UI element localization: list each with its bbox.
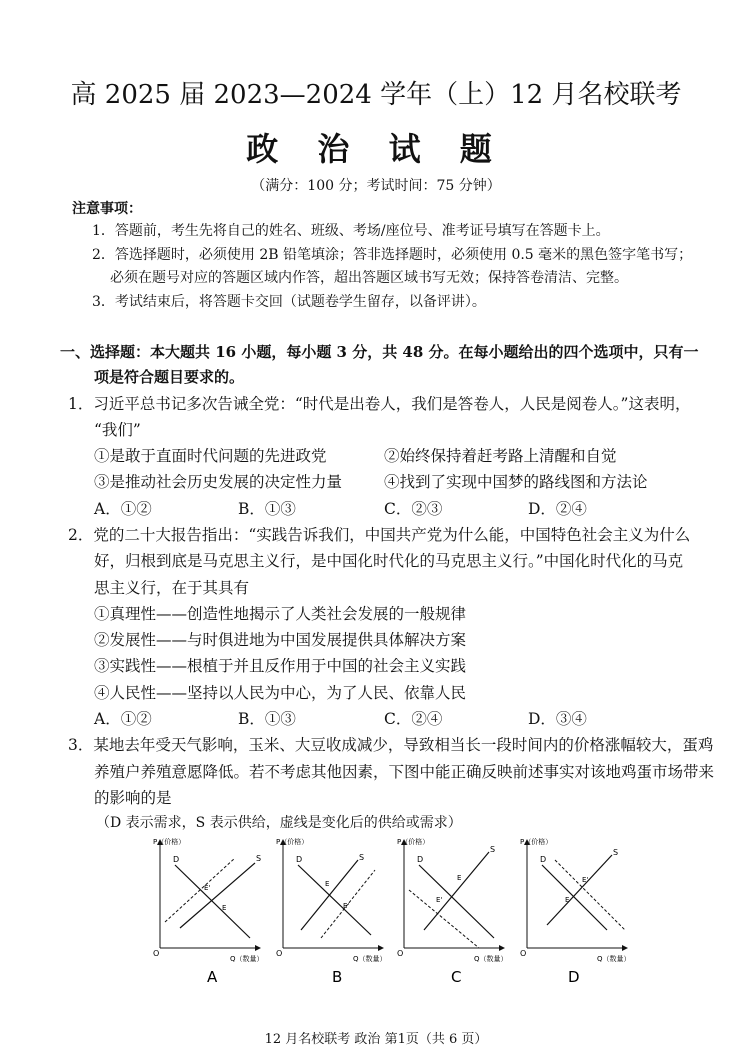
- question-2-item: ②发展性——与时俱进地为中国发展提供具体解决方案: [94, 631, 467, 649]
- graph-c-label: C: [451, 968, 462, 986]
- curve-s-label: S: [256, 854, 262, 863]
- axis-y-label: P（价格）: [153, 838, 186, 846]
- curve-d-label: D: [540, 855, 547, 864]
- point-e: E: [325, 880, 330, 888]
- question-1-choice-b: B．①③: [238, 500, 296, 518]
- question-1-choice-a: A．①②: [94, 500, 152, 518]
- origin-label: O: [520, 949, 527, 958]
- point-e-prime: E': [343, 902, 350, 910]
- axis-y-label: P（价格）: [520, 838, 553, 846]
- curve-s-label: S: [359, 853, 365, 862]
- question-3-stem-cont: 的影响的是: [94, 789, 172, 807]
- exam-header: 高 2025 届 2023—2024 学年（上）12 月名校联考: [70, 80, 682, 110]
- question-2-choice-c: C．②④: [384, 710, 443, 728]
- axis-x-label: Q（数量）: [353, 955, 387, 963]
- graph-a-label: A: [207, 968, 218, 986]
- point-e-prime: E': [582, 876, 589, 884]
- graph-b-label: B: [332, 968, 343, 986]
- question-2-choice-b: B．①③: [238, 710, 296, 728]
- point-e-prime: E': [436, 896, 443, 904]
- notice-item: 必须在题号对应的答题区域内作答，超出答题区域书写无效；保持答卷清洁、完整。: [110, 270, 628, 286]
- axis-x-label: Q（数量）: [474, 955, 508, 963]
- question-2-stem: 2．党的二十大报告指出：“实践告诉我们，中国共产党为什么能，中国特色社会主义为什么: [68, 526, 691, 544]
- question-1-item: ③是推动社会历史发展的决定性力量: [94, 473, 343, 491]
- origin-label: O: [153, 949, 160, 958]
- page-footer: 12 月名校联考 政治 第1页（共 6 页）: [264, 1032, 488, 1047]
- question-2-choice-d: D．③④: [528, 710, 587, 728]
- notice-item: 1．答题前，考生先将自己的姓名、班级、考场/座位号、准考证号填写在答题卡上。: [92, 223, 610, 239]
- section-heading: 一、选择题：本大题共 16 小题，每小题 3 分，共 48 分。在每小题给出的四个选项中，只有一: [60, 343, 699, 361]
- graph-c: [397, 837, 508, 963]
- notice-heading: 注意事项：: [72, 201, 142, 217]
- question-1-item: ①是敢于直面时代问题的先进政党: [94, 447, 327, 465]
- curve-d-label: D: [296, 855, 303, 864]
- notice-item: 3．考试结束后，将答题卡交回（试题卷学生留存，以备评讲）。: [92, 294, 486, 310]
- exam-title: 政 治 试 题: [246, 130, 506, 168]
- question-1-choice-d: D．②④: [528, 500, 587, 518]
- supply-demand-graphs: [0, 830, 752, 1000]
- question-3-note: （D 表示需求，S 表示供给，虚线是变化后的供给或需求）: [96, 815, 462, 831]
- question-3-stem-cont: 养殖户养殖意愿降低。若不考虑其他因素，下图中能正确反映前述事实对该地鸡蛋市场带来: [94, 763, 715, 781]
- graph-d-label: D: [568, 968, 580, 986]
- curve-d-label: D: [417, 855, 424, 864]
- exam-meta: （满分：100 分；考试时间：75 分钟）: [251, 178, 501, 194]
- axis-y-label: P（价格）: [397, 838, 430, 846]
- question-2-item: ③实践性——根植于并且反作用于中国的社会主义实践: [94, 657, 467, 675]
- axis-x-label: Q（数量）: [597, 955, 631, 963]
- graph-b: [276, 837, 387, 963]
- point-e-prime: E': [204, 884, 211, 892]
- curve-s-label: S: [490, 845, 496, 854]
- point-e: E: [565, 896, 570, 904]
- question-1-item: ④找到了实现中国梦的路线图和方法论: [384, 473, 648, 491]
- question-2-stem-cont: 思主义行，在于其具有: [94, 579, 250, 597]
- axis-x-label: Q（数量）: [230, 955, 264, 963]
- origin-label: O: [397, 949, 404, 958]
- section-heading-cont: 项是符合题目要求的。: [94, 368, 245, 386]
- question-1-stem-cont: “我们”: [94, 421, 141, 439]
- point-e: E: [222, 904, 227, 912]
- question-1-stem: 1．习近平总书记多次告诫全党：“时代是出卷人，我们是答卷人，人民是阅卷人。”这表明，: [68, 395, 691, 413]
- question-1-choice-c: C．②③: [384, 500, 443, 518]
- curve-d-label: D: [173, 855, 180, 864]
- graph-a: [153, 837, 264, 963]
- question-2-choice-a: A．①②: [94, 710, 152, 728]
- question-2-stem-cont: 好，归根到底是马克思主义行，是中国化时代化的马克思主义行。”中国化时代化的马克: [94, 552, 684, 570]
- curve-s-label: S: [613, 848, 619, 857]
- question-1-item: ②始终保持着赶考路上清醒和自觉: [384, 447, 617, 465]
- origin-label: O: [276, 949, 283, 958]
- question-3-stem: 3．某地去年受天气影响，玉米、大豆收成减少，导致相当长一段时间内的价格涨幅较大，蛋鸡: [68, 736, 714, 754]
- notice-item: 2．答选择题时，必须使用 2B 铅笔填涂；答非选择题时，必须使用 0.5 毫米的黑色签字笔书写；: [92, 247, 693, 263]
- question-2-item: ④人民性——坚持以人民为中心，为了人民、依靠人民: [94, 684, 467, 702]
- point-e: E: [457, 874, 462, 882]
- graph-d: [520, 837, 631, 963]
- question-2-item: ①真理性——创造性地揭示了人类社会发展的一般规律: [94, 605, 467, 623]
- axis-y-label: P（价格）: [276, 838, 309, 846]
